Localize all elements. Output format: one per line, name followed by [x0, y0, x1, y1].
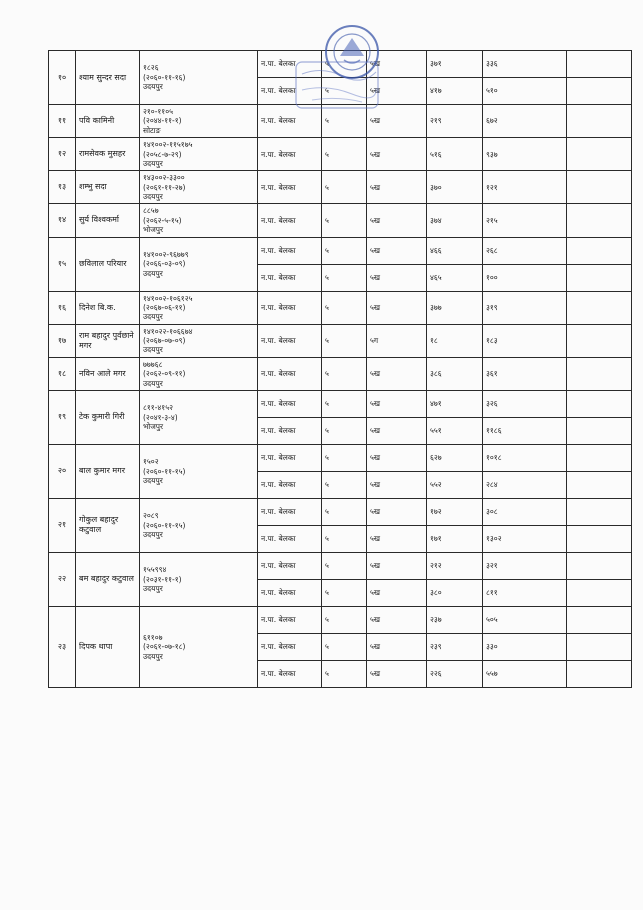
- area-cell: ११८६: [483, 417, 567, 444]
- plot-number-cell: २२६: [427, 660, 483, 687]
- plot-number-cell: ३७०: [427, 171, 483, 204]
- table-row: [49, 291, 632, 324]
- owner-name: बाल कुमार मगर: [76, 444, 140, 498]
- citizenship-line: उदयपुर: [143, 312, 163, 322]
- citizenship-line: उदयपुर: [143, 530, 163, 540]
- plot-number-cell: ४६५: [427, 264, 483, 291]
- citizenship-line: (२०४१-३-४): [143, 412, 178, 422]
- area-cell: ५५७: [483, 660, 567, 687]
- municipality-cell: न.पा. बेलका: [258, 444, 322, 471]
- ward-cell: ५: [322, 138, 367, 171]
- plot-number-cell: ४७१: [427, 390, 483, 417]
- sheet-cell: ५ख: [367, 78, 427, 105]
- remarks-cell: [567, 324, 632, 357]
- table-row: [49, 444, 632, 471]
- citizenship-line: भोजपुर: [143, 225, 164, 235]
- ward-cell: ५: [322, 357, 367, 390]
- plot-number-cell: ६२७: [427, 444, 483, 471]
- serial-number: १०: [49, 51, 76, 105]
- owner-name: टेक कुमारी गिरी: [76, 390, 140, 444]
- citizenship-line: उदयपुर: [143, 651, 163, 661]
- table-row: [49, 171, 632, 204]
- plot-number-cell: ५१६: [427, 138, 483, 171]
- citizenship-details: [140, 204, 258, 237]
- owner-name: श्याम सुन्दर सदा: [76, 51, 140, 105]
- serial-number: २२: [49, 552, 76, 606]
- table-row: [49, 606, 632, 633]
- ward-cell: ५: [322, 237, 367, 264]
- municipality-cell: न.पा. बेलका: [258, 633, 322, 660]
- citizenship-details: [140, 390, 258, 444]
- citizenship-details: [140, 291, 258, 324]
- citizenship-line: (२०६१-०७-१८): [143, 642, 186, 652]
- citizenship-line: (२०६०-११-१५): [143, 520, 186, 530]
- remarks-cell: [567, 138, 632, 171]
- plot-number-cell: १८: [427, 324, 483, 357]
- table-row: [49, 204, 632, 237]
- serial-number: १२: [49, 138, 76, 171]
- citizenship-line: १४१००२-९६७७९: [143, 249, 189, 259]
- area-cell: १३०२: [483, 525, 567, 552]
- municipality-cell: न.पा. बेलका: [258, 660, 322, 687]
- sheet-cell: ५ख: [367, 525, 427, 552]
- remarks-cell: [567, 357, 632, 390]
- citizenship-line: २०८९: [143, 511, 159, 521]
- plot-number-cell: ३७१: [427, 51, 483, 78]
- plot-number-cell: २१९: [427, 105, 483, 138]
- ward-cell: ५: [322, 444, 367, 471]
- plot-number-cell: २१२: [427, 552, 483, 579]
- plot-number-cell: २३९: [427, 633, 483, 660]
- citizenship-line: उदयपुर: [143, 82, 163, 92]
- area-cell: ३०८: [483, 498, 567, 525]
- remarks-cell: [567, 498, 632, 525]
- sheet-cell: ५ख: [367, 471, 427, 498]
- serial-number: २३: [49, 606, 76, 687]
- ward-cell: ५: [322, 264, 367, 291]
- municipality-cell: न.पा. बेलका: [258, 105, 322, 138]
- municipality-cell: न.पा. बेलका: [258, 606, 322, 633]
- remarks-cell: [567, 579, 632, 606]
- citizenship-details: [140, 498, 258, 552]
- plot-number-cell: ५५१: [427, 417, 483, 444]
- remarks-cell: [567, 105, 632, 138]
- citizenship-line: (२०६०-११-१५): [143, 466, 186, 476]
- ward-cell: ५: [322, 660, 367, 687]
- area-cell: ९३७: [483, 138, 567, 171]
- municipality-cell: न.पा. बेलका: [258, 237, 322, 264]
- table-row: [49, 390, 632, 417]
- ward-cell: ५: [322, 552, 367, 579]
- remarks-cell: [567, 291, 632, 324]
- area-cell: १८३: [483, 324, 567, 357]
- citizenship-details: [140, 138, 258, 171]
- remarks-cell: [567, 264, 632, 291]
- plot-number-cell: १७१: [427, 525, 483, 552]
- citizenship-line: उदयपुर: [143, 192, 163, 201]
- remarks-cell: [567, 417, 632, 444]
- serial-number: १५: [49, 237, 76, 291]
- owner-name: बम बहादुर कटुवाल: [76, 552, 140, 606]
- sheet-cell: ५ख: [367, 606, 427, 633]
- plot-number-cell: ३७७: [427, 291, 483, 324]
- serial-number: १६: [49, 291, 76, 324]
- remarks-cell: [567, 51, 632, 78]
- remarks-cell: [567, 660, 632, 687]
- citizenship-line: भोजपुर: [143, 422, 164, 432]
- remarks-cell: [567, 78, 632, 105]
- citizenship-details: [140, 444, 258, 498]
- citizenship-details: [140, 171, 258, 204]
- citizenship-line: ८११-४१५२: [143, 403, 174, 413]
- citizenship-line: (२०६६-०३-०९): [143, 259, 186, 269]
- ward-cell: ५: [322, 324, 367, 357]
- citizenship-line: १८२६: [143, 63, 159, 73]
- municipality-cell: न.पा. बेलका: [258, 579, 322, 606]
- area-cell: ३६१: [483, 357, 567, 390]
- ward-cell: ५: [322, 579, 367, 606]
- sheet-cell: ५ख: [367, 105, 427, 138]
- sheet-cell: ५ग: [367, 324, 427, 357]
- sheet-cell: ५ख: [367, 552, 427, 579]
- plot-number-cell: १७२: [427, 498, 483, 525]
- sheet-cell: ५ख: [367, 237, 427, 264]
- citizenship-line: (२०५८-७-२९): [143, 149, 182, 159]
- citizenship-details: [140, 606, 258, 687]
- table-row: [49, 324, 632, 357]
- land-record-table: [48, 50, 632, 688]
- owner-name: रामसेवक मुसहर: [76, 138, 140, 171]
- table-row: [49, 498, 632, 525]
- citizenship-details: [140, 51, 258, 105]
- area-cell: ३३६: [483, 51, 567, 78]
- remarks-cell: [567, 606, 632, 633]
- sheet-cell: ५ख: [367, 204, 427, 237]
- citizenship-details: [140, 552, 258, 606]
- remarks-cell: [567, 471, 632, 498]
- citizenship-line: (२०६२-०९-११): [143, 369, 186, 379]
- citizenship-line: उदयपुर: [143, 345, 163, 355]
- owner-name: पवि कामिनी: [76, 105, 140, 138]
- plot-number-cell: २३७: [427, 606, 483, 633]
- table-row: [49, 138, 632, 171]
- municipality-cell: न.पा. बेलका: [258, 51, 322, 78]
- sheet-cell: ५ख: [367, 357, 427, 390]
- owner-name: नविन आले मगर: [76, 357, 140, 390]
- sheet-cell: ५ख: [367, 444, 427, 471]
- area-cell: ५०५: [483, 606, 567, 633]
- serial-number: १९: [49, 390, 76, 444]
- serial-number: २०: [49, 444, 76, 498]
- area-cell: ३१९: [483, 291, 567, 324]
- area-cell: १०१८: [483, 444, 567, 471]
- citizenship-line: १५०२: [143, 457, 159, 467]
- citizenship-line: (२०४४-११-१): [143, 116, 182, 126]
- area-cell: १००: [483, 264, 567, 291]
- municipality-cell: न.पा. बेलका: [258, 78, 322, 105]
- ward-cell: ५: [322, 606, 367, 633]
- ward-cell: ५: [322, 633, 367, 660]
- serial-number: १८: [49, 357, 76, 390]
- ward-cell: ५: [322, 51, 367, 78]
- municipality-cell: न.पा. बेलका: [258, 525, 322, 552]
- area-cell: २१५: [483, 204, 567, 237]
- area-cell: २६८: [483, 237, 567, 264]
- sheet-cell: ५ख: [367, 390, 427, 417]
- owner-name: गोकुल बहादुर कटुवाल: [76, 498, 140, 552]
- sheet-cell: ५ख: [367, 498, 427, 525]
- plot-number-cell: ४१७: [427, 78, 483, 105]
- citizenship-line: १४१०२२-१०६६७४: [143, 326, 193, 336]
- table-row: [49, 237, 632, 264]
- remarks-cell: [567, 444, 632, 471]
- citizenship-details: [140, 357, 258, 390]
- citizenship-details: [140, 324, 258, 357]
- municipality-cell: न.पा. बेलका: [258, 417, 322, 444]
- citizenship-line: १४१००२-११५१७५: [143, 140, 193, 150]
- remarks-cell: [567, 552, 632, 579]
- municipality-cell: न.पा. बेलका: [258, 264, 322, 291]
- owner-name: दिनेश बि.क.: [76, 291, 140, 324]
- municipality-cell: न.पा. बेलका: [258, 498, 322, 525]
- owner-name: दिपक थापा: [76, 606, 140, 687]
- sheet-cell: ५ख: [367, 291, 427, 324]
- remarks-cell: [567, 390, 632, 417]
- plot-number-cell: ३७४: [427, 204, 483, 237]
- sheet-cell: ५ख: [367, 579, 427, 606]
- citizenship-line: ७७७६८: [143, 359, 163, 369]
- citizenship-line: १४१००२-१०६१२५: [143, 293, 193, 303]
- owner-name: सुर्य विश्वकर्मा: [76, 204, 140, 237]
- sheet-cell: ५ख: [367, 417, 427, 444]
- ward-cell: ५: [322, 105, 367, 138]
- citizenship-line: उदयपुर: [143, 268, 163, 278]
- citizenship-line: (२०६७-०७-०९): [143, 336, 186, 345]
- citizenship-details: [140, 105, 258, 138]
- remarks-cell: [567, 633, 632, 660]
- ward-cell: ५: [322, 291, 367, 324]
- ward-cell: ५: [322, 525, 367, 552]
- area-cell: ३२१: [483, 552, 567, 579]
- serial-number: १७: [49, 324, 76, 357]
- official-stamp-icon: [292, 56, 382, 114]
- citizenship-line: (२०६७-०६-११): [143, 302, 186, 312]
- sheet-cell: ५ख: [367, 264, 427, 291]
- citizenship-line: ८८५७: [143, 206, 159, 216]
- ward-cell: ५: [322, 390, 367, 417]
- municipality-cell: न.पा. बेलका: [258, 390, 322, 417]
- remarks-cell: [567, 171, 632, 204]
- municipality-cell: न.पा. बेलका: [258, 138, 322, 171]
- citizenship-details: [140, 237, 258, 291]
- citizenship-line: १५५९९४: [143, 565, 167, 575]
- sheet-cell: ५ख: [367, 51, 427, 78]
- citizenship-line: उदयपुर: [143, 476, 163, 486]
- table-body: [49, 51, 632, 688]
- owner-name: शम्भु सदा: [76, 171, 140, 204]
- sheet-cell: ५ख: [367, 633, 427, 660]
- area-cell: ३३०: [483, 633, 567, 660]
- sheet-cell: ५ख: [367, 138, 427, 171]
- plot-number-cell: ३८६: [427, 357, 483, 390]
- citizenship-line: (२०६०-११-१६): [143, 72, 186, 82]
- citizenship-line: सोटाङ: [143, 125, 161, 135]
- ward-cell: ५: [322, 471, 367, 498]
- area-cell: ८११: [483, 579, 567, 606]
- ward-cell: ५: [322, 171, 367, 204]
- table-row: [49, 552, 632, 579]
- citizenship-line: (२०६१-११-२७): [143, 182, 186, 192]
- plot-number-cell: ५५२: [427, 471, 483, 498]
- citizenship-line: २१०-११०५: [143, 107, 174, 116]
- citizenship-line: उदयपुर: [143, 584, 163, 594]
- municipality-cell: न.पा. बेलका: [258, 171, 322, 204]
- citizenship-line: उदयपुर: [143, 158, 163, 168]
- citizenship-line: १४३००२-३३००: [143, 173, 185, 183]
- serial-number: १४: [49, 204, 76, 237]
- ward-cell: ५: [322, 498, 367, 525]
- area-cell: ६७२: [483, 105, 567, 138]
- ward-cell: ५: [322, 204, 367, 237]
- citizenship-line: ६११०७: [143, 632, 163, 642]
- plot-number-cell: ३८०: [427, 579, 483, 606]
- area-cell: ३२६: [483, 390, 567, 417]
- remarks-cell: [567, 237, 632, 264]
- area-cell: १२१: [483, 171, 567, 204]
- serial-number: २१: [49, 498, 76, 552]
- municipality-cell: न.पा. बेलका: [258, 357, 322, 390]
- plot-number-cell: ४६६: [427, 237, 483, 264]
- citizenship-line: (२०३१-११-१): [143, 574, 182, 584]
- citizenship-line: (२०६२-५-१५): [143, 215, 182, 225]
- ward-cell: ५: [322, 78, 367, 105]
- area-cell: २८४: [483, 471, 567, 498]
- municipality-cell: न.पा. बेलका: [258, 552, 322, 579]
- citizenship-line: उदयपुर: [143, 378, 163, 388]
- remarks-cell: [567, 525, 632, 552]
- municipality-cell: न.पा. बेलका: [258, 471, 322, 498]
- area-cell: ५१०: [483, 78, 567, 105]
- serial-number: ११: [49, 105, 76, 138]
- municipality-cell: न.पा. बेलका: [258, 204, 322, 237]
- sheet-cell: ५ख: [367, 171, 427, 204]
- sheet-cell: ५ख: [367, 660, 427, 687]
- municipality-cell: न.पा. बेलका: [258, 324, 322, 357]
- municipality-cell: न.पा. बेलका: [258, 291, 322, 324]
- ward-cell: ५: [322, 417, 367, 444]
- owner-name: छविलाल परियार: [76, 237, 140, 291]
- serial-number: १३: [49, 171, 76, 204]
- table-row: [49, 357, 632, 390]
- owner-name: राम बहादुर पुर्वछाने मगर: [76, 324, 140, 357]
- remarks-cell: [567, 204, 632, 237]
